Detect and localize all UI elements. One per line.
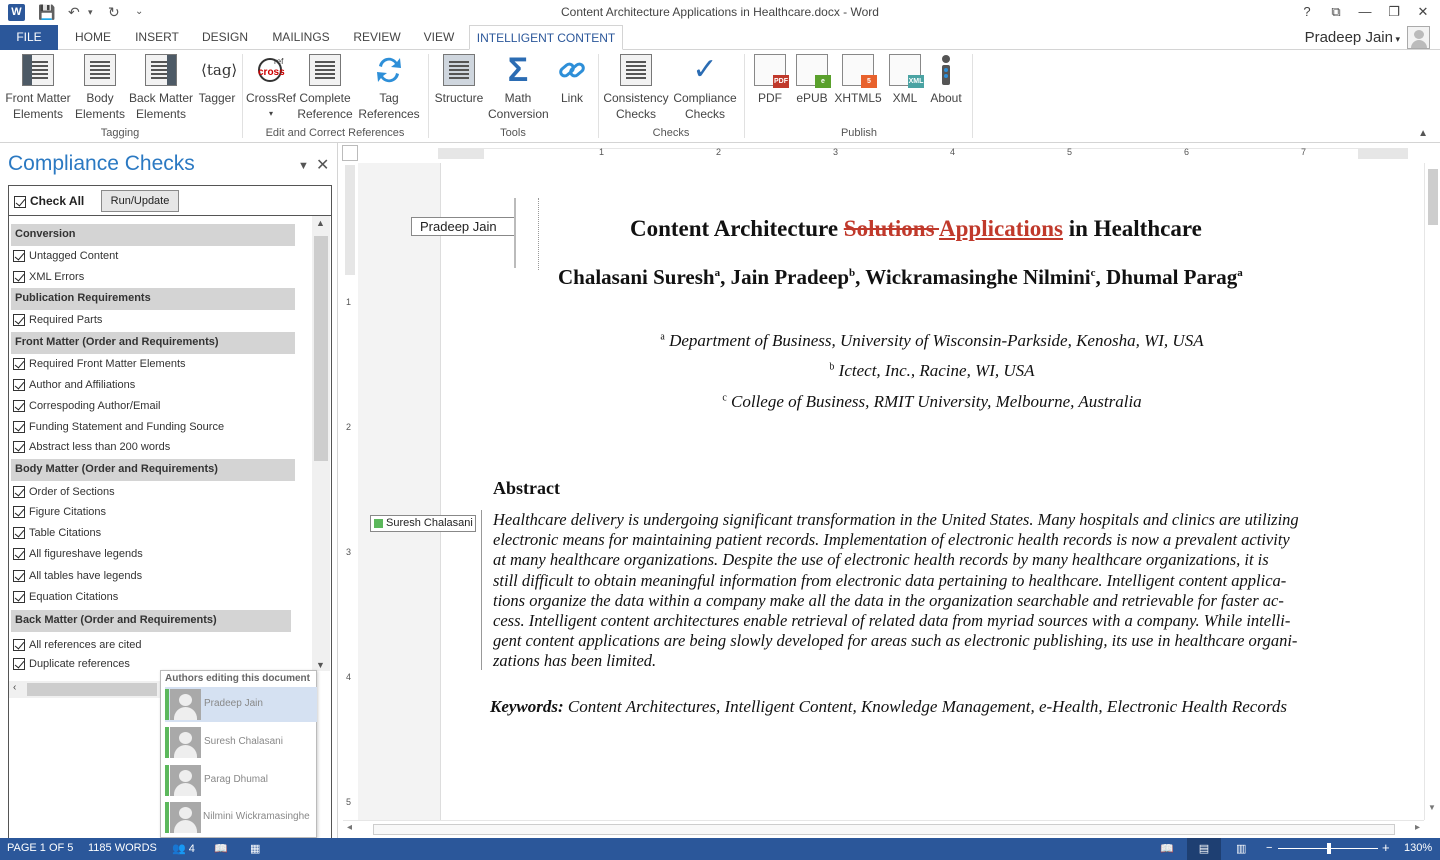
affiliation[interactable] <box>440 392 1424 412</box>
about-label: About <box>930 91 962 105</box>
pdf-icon: PDF <box>754 54 786 86</box>
group-label-edit-references: Edit and Correct References <box>265 127 405 139</box>
list-item[interactable] <box>13 248 118 264</box>
tag-references-button[interactable] <box>354 54 424 122</box>
about-icon <box>930 54 962 86</box>
author-name: Chalasani Suresh <box>558 265 715 289</box>
list-item[interactable] <box>13 398 160 414</box>
check-label: Order of Sections <box>29 486 115 498</box>
pane-options-dropdown-icon[interactable]: ▼ <box>298 160 309 172</box>
affiliation-text: Department of Business, University of Wisconsin-Parkside, Kenosha, WI, USA <box>664 331 1204 350</box>
scroll-down-icon[interactable]: ▼ <box>1428 803 1436 812</box>
author-avatar-icon <box>170 765 201 796</box>
list-item[interactable] <box>13 525 101 541</box>
document-authors[interactable] <box>558 265 1243 290</box>
users-icon: 👥 <box>172 843 186 855</box>
ruler-number: 4 <box>950 147 956 157</box>
pane-close-icon[interactable]: ✕ <box>316 157 330 174</box>
redo-icon[interactable]: ↻ <box>108 4 120 20</box>
inserted-text: Applications <box>939 216 1064 241</box>
group-separator <box>744 54 745 138</box>
list-item[interactable] <box>13 356 186 372</box>
section-back-matter: Back Matter (Order and Requirements) <box>11 610 291 632</box>
keywords-text: Content Architectures, Intelligent Content, Knowledge Management, e-Health, Electronic Health Records <box>563 697 1287 716</box>
separator: , <box>720 265 731 289</box>
sigma-icon: Σ <box>507 51 529 89</box>
tag-references-label: Tag References <box>358 91 420 121</box>
tab-insert[interactable]: INSERT <box>135 30 179 44</box>
separator: , <box>855 265 866 289</box>
undo-icon[interactable]: ↶ <box>68 4 80 20</box>
author-color-marker <box>374 519 383 528</box>
front-matter-elements-button[interactable] <box>4 54 72 122</box>
web-layout-icon[interactable]: ▥ <box>1236 843 1247 855</box>
body-elements-button[interactable] <box>74 54 126 122</box>
scroll-right-icon[interactable]: ▸ <box>1414 822 1420 833</box>
scrollbar-thumb[interactable] <box>314 236 328 461</box>
author-name: Dhumal Parag <box>1106 265 1238 289</box>
signed-in-user[interactable]: Pradeep Jain ▾ <box>1304 29 1400 46</box>
ribbon-display-options-button[interactable]: ⧉ <box>1331 4 1341 19</box>
document-page[interactable] <box>440 163 1424 820</box>
macro-icon[interactable]: ▦ <box>250 843 261 855</box>
structure-button[interactable] <box>432 54 486 106</box>
author-name: Parag Dhumal <box>204 774 268 785</box>
author-item[interactable] <box>165 725 317 760</box>
ruler-number: 4 <box>346 672 352 682</box>
word-count[interactable]: 1185 WORDS <box>88 842 157 854</box>
separator: , <box>1095 265 1107 289</box>
compliance-checks-button[interactable] <box>672 54 738 122</box>
ruler-margin-left <box>438 149 484 159</box>
xhtml5-button[interactable] <box>834 54 882 106</box>
check-label: Funding Statement and Funding Source <box>29 421 225 433</box>
link-label: Link <box>560 91 583 105</box>
list-item[interactable] <box>13 568 142 584</box>
list-item[interactable] <box>13 484 115 500</box>
document-title[interactable] <box>630 216 1202 242</box>
zoom-slider-thumb[interactable] <box>1327 843 1331 854</box>
section-body-matter: Body Matter (Order and Requirements) <box>11 459 295 481</box>
checkbox-checked-icon <box>13 358 25 370</box>
deleted-text: Solutions <box>843 216 940 241</box>
scrollbar-thumb[interactable] <box>27 683 157 696</box>
check-label: Figure Citations <box>29 506 107 518</box>
title-bar <box>0 0 1440 25</box>
group-label-tagging: Tagging <box>100 127 140 139</box>
list-item[interactable] <box>13 546 143 562</box>
print-layout-icon[interactable]: ▤ <box>1187 838 1221 860</box>
pdf-button[interactable] <box>752 54 788 106</box>
group-separator <box>428 54 429 138</box>
vertical-ruler[interactable] <box>343 165 357 820</box>
ribbon-tabs <box>0 25 1440 50</box>
epub-icon: e <box>796 54 828 86</box>
xml-button[interactable] <box>888 54 922 106</box>
title-text: in Healthcare <box>1063 216 1202 241</box>
crossref-icon <box>255 54 287 86</box>
abstract-line: cess. Intelligent content architectures enable retrieval of related data from myriad sources with a company. While intelli- <box>493 611 1291 631</box>
author-color-marker <box>165 689 169 720</box>
check-all-label: Check All <box>30 194 85 208</box>
tag-icon: ⟨tag⟩ <box>201 61 238 79</box>
authors-popup <box>160 670 317 838</box>
affiliation-marker: c <box>1090 267 1096 279</box>
complete-reference-button[interactable] <box>296 54 354 122</box>
tagger-label: Tagger <box>198 91 236 105</box>
checkbox-checked-icon <box>13 486 25 498</box>
authors-popup-title: Authors editing this document <box>165 673 310 684</box>
checkbox-checked-icon <box>13 658 25 670</box>
check-label: Untagged Content <box>29 250 119 262</box>
horizontal-ruler[interactable] <box>438 148 1408 158</box>
check-label: Required Parts <box>29 314 103 326</box>
checkbox-checked-icon <box>13 250 25 262</box>
affiliation-marker: a <box>1237 267 1243 279</box>
xml-label: XML <box>892 91 918 105</box>
author-color-marker <box>165 727 169 758</box>
list-item[interactable] <box>13 504 106 520</box>
checkbox-checked-icon <box>13 379 25 391</box>
ruler-number: 1 <box>346 297 352 307</box>
check-label: All tables have legends <box>29 570 143 582</box>
section-front-matter: Front Matter (Order and Requirements) <box>11 332 295 354</box>
change-bar <box>538 198 539 270</box>
checkbox-checked-icon <box>13 271 25 283</box>
minimize-button[interactable]: — <box>1358 4 1372 19</box>
author-item[interactable] <box>165 800 317 835</box>
body-elements-label: Body Elements <box>74 91 126 121</box>
checkbox-checked-icon <box>13 639 25 651</box>
scrollbar-thumb[interactable] <box>373 824 1395 835</box>
check-label: Required Front Matter Elements <box>29 358 186 370</box>
affiliation-marker: a <box>660 331 665 343</box>
author-name: Pradeep Jain <box>204 698 263 709</box>
author-avatar-icon <box>170 802 201 833</box>
author-name: Suresh Chalasani <box>204 736 283 747</box>
back-matter-icon <box>145 54 177 86</box>
ruler-number: 3 <box>833 147 839 157</box>
check-label: Table Citations <box>29 527 102 539</box>
abstract-line: Healthcare delivery is undergoing significant transformation in the United States. Many hospitals and clinics are utilizing <box>493 510 1299 529</box>
list-item[interactable] <box>13 269 84 285</box>
change-bar <box>514 198 516 268</box>
list-item[interactable] <box>13 377 135 393</box>
ruler-number: 2 <box>346 422 352 432</box>
ruler-number: 5 <box>1067 147 1073 157</box>
list-item[interactable] <box>13 312 102 328</box>
check-label: All figureshave legends <box>29 548 143 560</box>
checkbox-checked-icon <box>14 196 26 208</box>
editor-tag-pradeep[interactable]: Pradeep Jain <box>411 217 515 236</box>
change-bar <box>481 510 482 670</box>
list-item[interactable] <box>13 439 170 455</box>
group-label-publish: Publish <box>840 127 878 139</box>
horizontal-ruler-bar <box>340 143 1440 163</box>
xhtml5-label: XHTML5 <box>834 91 882 105</box>
structure-label: Structure <box>434 91 484 105</box>
checkbox-checked-icon <box>13 506 25 518</box>
close-button[interactable]: ✕ <box>1417 4 1429 19</box>
tab-home[interactable]: HOME <box>75 30 111 44</box>
undo-dropdown-icon[interactable]: ▾ <box>88 7 93 17</box>
complete-reference-label: Complete Reference <box>297 91 353 121</box>
compliance-checks-label: Compliance Checks <box>673 91 737 121</box>
ruler-number: 2 <box>716 147 722 157</box>
crossref-dropdown-icon: ▾ <box>268 109 273 118</box>
zoom-in-icon[interactable]: + <box>1382 840 1390 855</box>
group-label-tools: Tools <box>500 127 526 139</box>
consistency-checks-label: Consistency Checks <box>603 91 669 121</box>
check-label: Abstract less than 200 words <box>29 441 171 453</box>
group-label-checks: Checks <box>652 127 690 139</box>
epub-button[interactable] <box>794 54 830 106</box>
ruler-number: 7 <box>1301 147 1307 157</box>
math-conversion-button[interactable] <box>488 51 549 122</box>
abstract-line: at many healthcare organizations. Despite the use of electronic health records by many healthcare organizations, it is <box>493 550 1269 570</box>
checkbox-checked-icon <box>13 314 25 326</box>
checkbox-checked-icon <box>13 570 25 582</box>
scroll-up-icon[interactable]: ▲ <box>316 218 325 228</box>
about-button[interactable] <box>926 54 966 106</box>
abstract-line: electronic means for maintaining patient records. Implementation of electronic health records is now a prevalent activity <box>493 530 1290 550</box>
consistency-checks-icon <box>620 54 652 86</box>
check-label: All references are cited <box>29 639 142 651</box>
check-all-checkbox[interactable] <box>14 194 84 208</box>
affiliation-text: College of Business, RMIT University, Melbourne, Australia <box>726 392 1142 411</box>
author-color-marker <box>165 765 169 796</box>
ruler-margin-top <box>345 165 355 275</box>
affiliation-marker: a <box>714 267 721 279</box>
editor-tag-suresh[interactable] <box>370 515 476 532</box>
affiliation-marker: b <box>829 361 835 373</box>
tab-selector[interactable] <box>342 145 358 161</box>
abstract-line: zations has been limited. <box>493 651 657 671</box>
page-count[interactable]: PAGE 1 OF 5 <box>7 842 74 854</box>
checkbox-checked-icon <box>13 441 25 453</box>
abstract-body[interactable] <box>493 510 1358 672</box>
link-button[interactable] <box>552 54 592 106</box>
word-app-icon[interactable]: W <box>8 4 25 21</box>
affiliation-marker: c <box>722 392 727 404</box>
checkbox-checked-icon <box>13 548 25 560</box>
checkbox-checked-icon <box>13 400 25 412</box>
pane-title: Compliance Checks <box>8 152 195 175</box>
svg-text:ref: ref <box>274 57 284 66</box>
check-label: XML Errors <box>29 271 85 283</box>
section-conversion: Conversion <box>11 224 295 246</box>
crossref-label: CrossRef <box>246 91 297 105</box>
affiliation[interactable] <box>440 331 1424 351</box>
group-separator <box>972 54 973 138</box>
epub-label: ePUB <box>796 91 828 105</box>
list-item[interactable] <box>13 637 142 653</box>
document-vertical-scrollbar[interactable] <box>1424 163 1440 820</box>
tab-view[interactable]: VIEW <box>423 30 455 44</box>
svg-text:cross: cross <box>258 67 285 78</box>
checkbox-checked-icon <box>13 527 25 539</box>
abstract-line: gent content applications are being slowly developed for areas such as electronic publishing, its use in healthcare organi- <box>493 631 1298 651</box>
structure-icon <box>443 54 475 86</box>
user-name: Pradeep Jain <box>1304 29 1393 46</box>
check-label: Correspoding Author/Email <box>29 400 161 412</box>
abstract-line: tions organize the data within a company make all the data in the organization searchable and retrievable for faster ac- <box>493 590 1284 610</box>
front-matter-label: Front Matter Elements <box>5 91 71 121</box>
xhtml5-icon: 5 <box>842 54 874 86</box>
tab-file[interactable]: FILE <box>0 25 58 50</box>
affiliation[interactable] <box>440 361 1424 381</box>
list-item[interactable] <box>13 419 224 435</box>
author-item[interactable] <box>165 763 317 798</box>
back-matter-elements-button[interactable] <box>128 54 194 122</box>
collapse-ribbon-icon[interactable]: ▲ <box>1418 128 1428 139</box>
keywords-paragraph[interactable] <box>490 697 1287 717</box>
xml-icon: XML <box>889 54 921 86</box>
tag-references-icon <box>373 54 405 86</box>
window-title: Content Architecture Applications in Healthcare.docx - Word <box>561 5 879 19</box>
consistency-checks-button[interactable] <box>602 54 670 122</box>
author-item[interactable] <box>165 687 317 722</box>
front-matter-icon <box>22 54 54 86</box>
list-item[interactable] <box>13 656 130 672</box>
author-avatar-icon <box>170 689 201 720</box>
tab-intelligent-content[interactable]: INTELLIGENT CONTENT <box>469 25 623 50</box>
checkbox-checked-icon <box>13 591 25 603</box>
title-text: Content Architecture <box>630 216 844 241</box>
section-publication-requirements: Publication Requirements <box>11 288 295 310</box>
help-button[interactable]: ? <box>1303 4 1311 19</box>
authors-count[interactable] <box>172 842 195 855</box>
author-color-marker <box>165 802 169 833</box>
ruler-number: 1 <box>599 147 605 157</box>
check-label: Duplicate references <box>29 658 130 670</box>
list-item[interactable] <box>13 589 118 605</box>
status-bar <box>0 838 1440 860</box>
scroll-left-icon[interactable]: ◂ <box>347 822 353 833</box>
pane-toolbar <box>8 185 332 215</box>
run-update-button[interactable]: Run/Update <box>101 190 179 212</box>
save-icon[interactable]: 💾 <box>38 4 56 20</box>
crossref-button[interactable] <box>246 54 296 122</box>
zoom-out-icon[interactable]: − <box>1266 842 1273 854</box>
scrollbar-thumb[interactable] <box>1428 169 1438 225</box>
editor-tag-label: Suresh Chalasani <box>386 517 473 529</box>
author-avatar-icon <box>170 727 201 758</box>
math-conversion-label: Math Conversion <box>488 91 549 121</box>
checkmark-icon: ✓ <box>692 53 718 86</box>
author-name: Nilmini Wickramasinghe <box>203 811 310 822</box>
authors-count-value: 4 <box>188 843 195 855</box>
scroll-down-icon[interactable]: ▼ <box>316 660 325 670</box>
list-vertical-scrollbar[interactable] <box>312 216 330 671</box>
abstract-heading[interactable]: Abstract <box>493 478 560 498</box>
user-avatar-icon[interactable] <box>1407 26 1430 49</box>
ruler-number: 3 <box>346 547 352 557</box>
abstract-line: still difficult to obtain meaningful information from electronic data pertaining to healthcare. Intelligent content applica- <box>493 570 1287 590</box>
list-horizontal-scrollbar[interactable] <box>9 681 169 698</box>
affiliation-text: Ictect, Inc., Racine, WI, USA <box>834 361 1035 380</box>
ruler-number: 5 <box>346 797 352 807</box>
checkbox-checked-icon <box>13 421 25 433</box>
author-name: Jain Pradeep <box>730 265 850 289</box>
body-elements-icon <box>84 54 116 86</box>
ruler-margin-right <box>1358 149 1408 159</box>
tagger-button[interactable] <box>196 54 238 106</box>
check-label: Author and Affiliations <box>29 379 136 391</box>
group-separator <box>242 54 243 138</box>
tab-mailings[interactable]: MAILINGS <box>272 30 330 44</box>
pdf-label: PDF <box>758 91 782 105</box>
proofing-icon[interactable]: 📖 <box>214 843 228 855</box>
restore-button[interactable]: ❐ <box>1388 4 1400 19</box>
group-separator <box>598 54 599 138</box>
scroll-left-icon[interactable]: ‹ <box>13 682 17 693</box>
ribbon <box>0 50 1440 143</box>
ruler-number: 6 <box>1184 147 1190 157</box>
complete-reference-icon <box>309 54 341 86</box>
read-mode-icon[interactable]: 📖 <box>1160 843 1174 855</box>
zoom-level[interactable]: 130% <box>1404 842 1433 854</box>
tab-review[interactable]: REVIEW <box>353 30 401 44</box>
link-icon <box>556 54 588 86</box>
check-label: Equation Citations <box>29 591 119 603</box>
keywords-label: Keywords: <box>490 697 564 716</box>
affiliation-marker: b <box>849 267 856 279</box>
customize-qat-icon[interactable]: ⌄ <box>135 6 144 17</box>
document-horizontal-scrollbar[interactable] <box>343 820 1424 837</box>
tab-design[interactable]: DESIGN <box>201 30 248 44</box>
author-name: Wickramasinghe Nilmini <box>865 265 1091 289</box>
back-matter-label: Back Matter Elements <box>128 91 194 121</box>
